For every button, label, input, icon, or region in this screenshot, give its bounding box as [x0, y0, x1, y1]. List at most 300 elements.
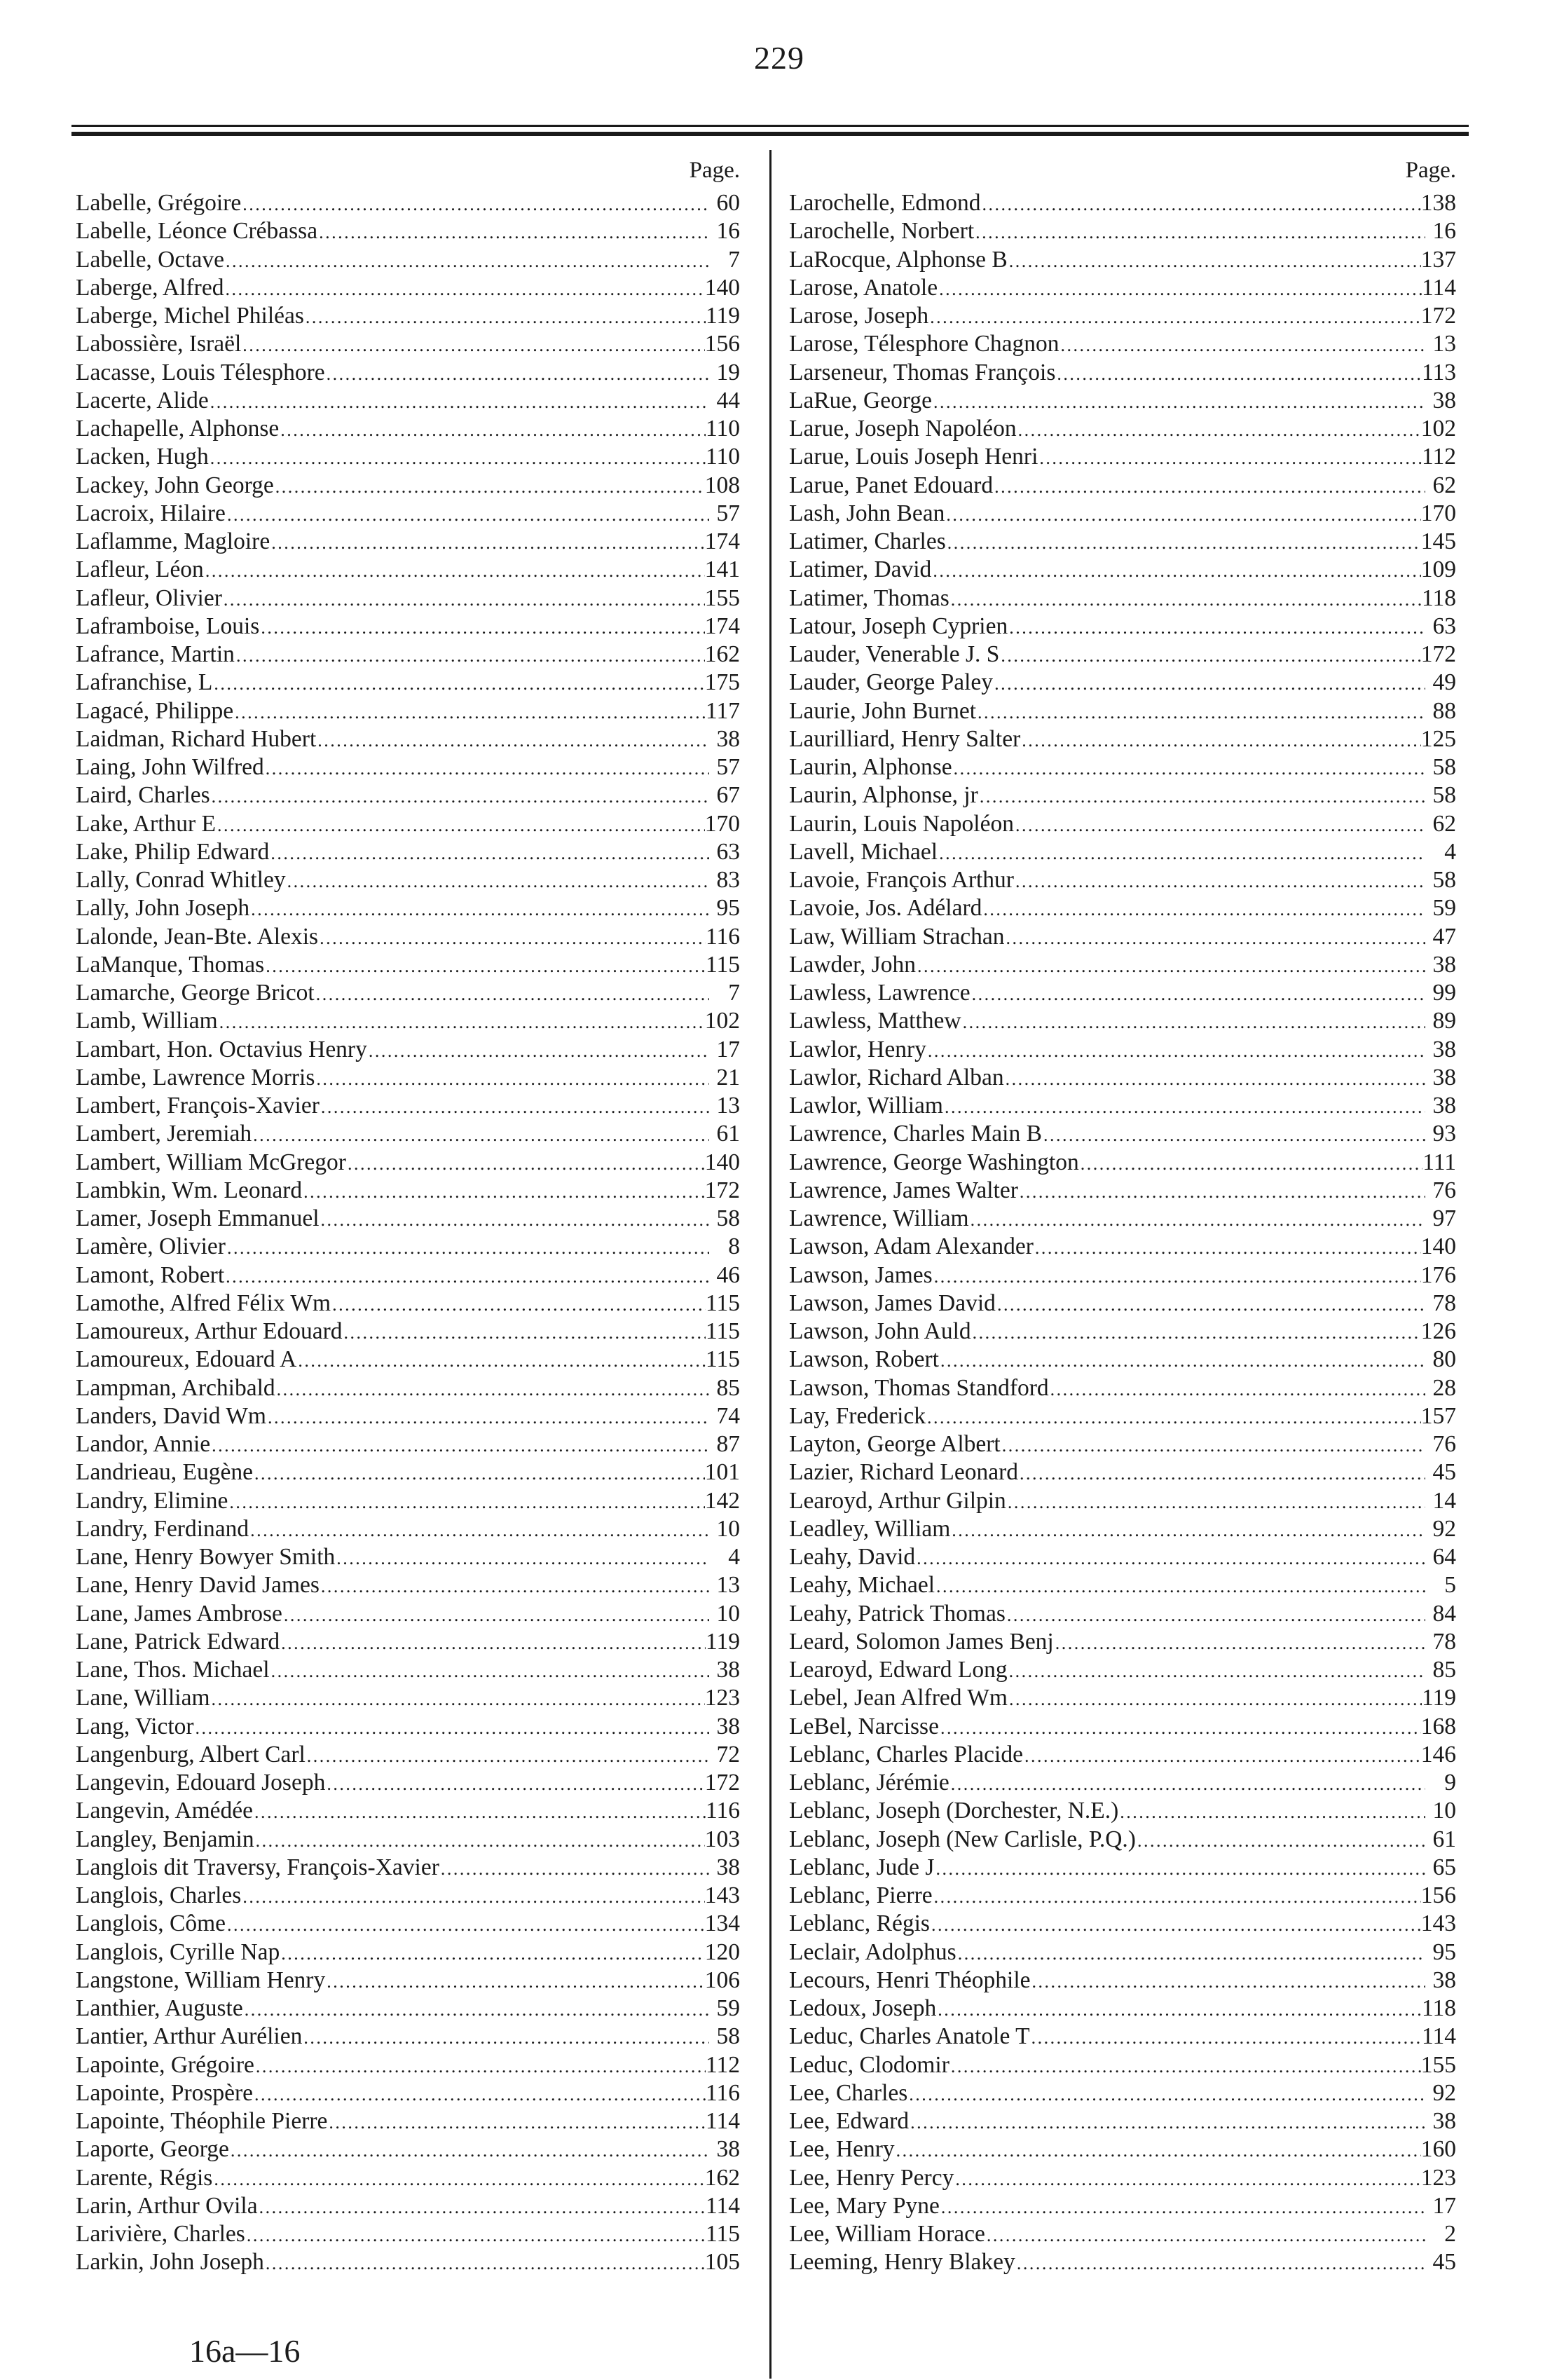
- entry-page: 19: [716, 359, 740, 385]
- dot-leader: [935, 1571, 1425, 1601]
- index-entry: [76, 584, 740, 613]
- index-entry: [789, 1007, 1456, 1035]
- dot-leader: [1049, 1374, 1425, 1404]
- entry-name: Larin, Arthur Ovila: [76, 2192, 258, 2219]
- dot-leader: [985, 2220, 1425, 2250]
- dot-leader: [282, 1600, 709, 1629]
- index-entry: [76, 781, 740, 809]
- index-entry: [76, 1995, 740, 2023]
- entry-name: Larue, Joseph Napoléon: [789, 416, 1017, 442]
- entry-page: 58: [1432, 782, 1456, 809]
- entry-name: Leclair, Adolphus: [789, 1938, 956, 1965]
- index-entry: [76, 1515, 740, 1543]
- index-entry: [789, 1741, 1456, 1769]
- index-entry: [789, 246, 1456, 274]
- entry-page: 83: [716, 867, 740, 893]
- entry-name: Learoyd, Arthur Gilpin: [789, 1487, 1006, 1514]
- dot-leader: [1015, 2248, 1425, 2278]
- entry-name: Larente, Régis: [76, 2164, 213, 2191]
- index-entry: [76, 979, 740, 1007]
- dot-leader: [315, 979, 709, 1008]
- index-entry: [76, 923, 740, 951]
- entry-name: Lawson, Thomas Standford: [789, 1374, 1049, 1401]
- index-entry: [76, 697, 740, 725]
- index-entry: [789, 2051, 1456, 2079]
- dot-leader: [226, 500, 709, 529]
- entry-page: 16: [716, 218, 740, 245]
- entry-page: 4: [728, 1544, 740, 1570]
- entry-page: 61: [1432, 1826, 1456, 1852]
- entry-page: 88: [1432, 697, 1456, 724]
- entry-page: 102: [704, 1008, 740, 1034]
- entry-name: Landers, David Wm: [76, 1402, 266, 1429]
- entry-page: 72: [716, 1741, 740, 1767]
- entry-page: 143: [704, 1882, 740, 1908]
- entry-name: Leduc, Clodomir: [789, 2051, 949, 2078]
- index-entry: [76, 2164, 740, 2192]
- index-entry: [76, 1290, 740, 1318]
- entry-page: 112: [705, 2051, 740, 2078]
- index-entry: [76, 1571, 740, 1599]
- index-entry: [789, 2135, 1456, 2163]
- index-entry: [76, 1967, 740, 1995]
- index-entry: [76, 1177, 740, 1205]
- entry-name: Lawson, Adam Alexander: [789, 1233, 1034, 1260]
- entry-page: 76: [1432, 1431, 1456, 1457]
- entry-page: 116: [705, 2079, 740, 2106]
- entry-page: 95: [716, 895, 740, 922]
- dot-leader: [895, 2135, 1421, 2165]
- dot-leader: [226, 1233, 709, 1262]
- index-entry: [789, 2079, 1456, 2107]
- entry-page: 110: [705, 444, 740, 470]
- entry-name: Leard, Solomon James Benj: [789, 1628, 1054, 1655]
- entry-name: Law, William Strachan: [789, 923, 1005, 950]
- index-entry: [76, 641, 740, 669]
- index-entry: [789, 923, 1456, 951]
- dot-leader: [320, 1205, 709, 1234]
- dot-leader: [258, 2192, 706, 2222]
- entry-page: 64: [1432, 1544, 1456, 1570]
- index-entry: [789, 1628, 1456, 1656]
- index-entry: [76, 1120, 740, 1148]
- index-entry: [789, 1797, 1456, 1825]
- entry-page: 142: [704, 1487, 740, 1514]
- index-entry: [76, 330, 740, 358]
- index-entry: [76, 866, 740, 894]
- entry-page: 114: [705, 2108, 740, 2134]
- index-entry: [789, 2192, 1456, 2220]
- entry-page: 38: [716, 1713, 740, 1739]
- entry-page: 108: [704, 472, 740, 498]
- dot-leader: [245, 2220, 706, 2250]
- entry-name: Lawlor, William: [789, 1093, 943, 1119]
- index-entry: [789, 1995, 1456, 2023]
- dot-leader: [932, 387, 1425, 416]
- index-entry: [76, 359, 740, 387]
- dot-leader: [1008, 246, 1421, 275]
- dot-leader: [241, 1882, 704, 1911]
- entry-page: 119: [705, 1628, 740, 1655]
- entry-page: 7: [728, 980, 740, 1006]
- dot-leader: [296, 1346, 706, 1375]
- dot-leader: [325, 359, 709, 388]
- index-entry: [789, 1036, 1456, 1064]
- dot-leader: [241, 189, 709, 219]
- index-entry: [76, 1487, 740, 1515]
- entry-name: Lawson, James David: [789, 1290, 996, 1316]
- index-entry: [789, 894, 1456, 922]
- entry-page: 118: [1421, 584, 1456, 611]
- entry-page: 74: [716, 1402, 740, 1429]
- entry-name: Lawless, Lawrence: [789, 980, 971, 1006]
- entry-page: 123: [1420, 2164, 1456, 2191]
- dot-leader: [209, 387, 709, 416]
- dot-leader: [210, 1430, 709, 1460]
- entry-page: 176: [1420, 1261, 1456, 1288]
- dot-leader: [1004, 1064, 1425, 1093]
- entry-name: Landry, Elimine: [76, 1487, 228, 1514]
- index-entry: [76, 1882, 740, 1910]
- entry-name: Langley, Benjamin: [76, 1826, 254, 1852]
- index-entry: [789, 1318, 1456, 1346]
- dot-leader: [949, 1769, 1425, 1798]
- index-entry: [76, 1402, 740, 1430]
- dot-leader: [1017, 415, 1421, 444]
- dot-leader: [270, 528, 705, 557]
- entry-name: Lambkin, Wm. Leonard: [76, 1177, 303, 1203]
- entry-page: 58: [716, 2023, 740, 2050]
- entry-page: 115: [705, 1318, 740, 1344]
- dot-leader: [946, 528, 1421, 557]
- entry-page: 162: [704, 2164, 740, 2191]
- dot-leader: [306, 1741, 709, 1770]
- entry-name: Lacroix, Hilaire: [76, 500, 226, 526]
- index-entry: [789, 1064, 1456, 1092]
- dot-leader: [254, 1826, 705, 1855]
- dot-leader: [229, 2135, 709, 2165]
- dot-leader: [264, 2248, 705, 2278]
- entry-name: Larue, Louis Joseph Henri: [789, 444, 1038, 470]
- index-entry: [76, 613, 740, 641]
- entry-name: Laurin, Alphonse, jr: [789, 782, 978, 809]
- entry-name: Lake, Philip Edward: [76, 838, 270, 865]
- entry-name: Lapointe, Grégoire: [76, 2051, 254, 2078]
- entry-name: Lash, John Bean: [789, 500, 945, 526]
- entry-name: Laurie, John Burnet: [789, 697, 977, 724]
- index-entry: [789, 387, 1456, 415]
- entry-name: Lacerte, Alide: [76, 387, 209, 413]
- entry-name: Lang, Victor: [76, 1713, 194, 1739]
- index-entry: [76, 1346, 740, 1374]
- index-entry: [789, 1543, 1456, 1571]
- entry-name: Laidman, Richard Hubert: [76, 725, 317, 752]
- entry-name: Lacken, Hugh: [76, 444, 209, 470]
- index-entry: [789, 1290, 1456, 1318]
- dot-leader: [1018, 1458, 1425, 1488]
- index-entry: [76, 1318, 740, 1346]
- entry-page: 62: [1432, 472, 1456, 498]
- dot-leader: [971, 1318, 1421, 1347]
- entry-name: Lawrence, James Walter: [789, 1177, 1018, 1203]
- index-entry: [789, 1967, 1456, 1995]
- entry-name: Lamer, Joseph Emmanuel: [76, 1205, 320, 1231]
- index-entry: [789, 1854, 1456, 1882]
- entry-name: Lee, Edward: [789, 2108, 910, 2134]
- entry-name: Laurin, Louis Napoléon: [789, 810, 1014, 837]
- entry-page: 38: [716, 1657, 740, 1683]
- dot-leader: [1014, 810, 1425, 840]
- dot-leader: [222, 584, 705, 614]
- index-entry: [789, 2164, 1456, 2192]
- dot-leader: [916, 951, 1425, 980]
- index-entry: [789, 1149, 1456, 1177]
- dot-leader: [938, 274, 1422, 303]
- entry-name: Lawless, Matthew: [789, 1008, 961, 1034]
- dot-leader: [302, 2023, 709, 2052]
- entry-name: Laporte, George: [76, 2136, 229, 2163]
- entry-list-right: [789, 189, 1456, 2277]
- entry-page: 58: [1432, 867, 1456, 893]
- entry-name: Lane, Henry Bowyer Smith: [76, 1544, 336, 1570]
- index-entry: [789, 584, 1456, 613]
- dot-leader: [254, 2051, 706, 2081]
- dot-leader: [270, 1656, 709, 1685]
- dot-leader: [286, 866, 709, 896]
- entry-name: Larose, Joseph: [789, 303, 929, 329]
- entry-name: Leduc, Charles Anatole T: [789, 2023, 1030, 2050]
- entry-name: Lafleur, Léon: [76, 556, 204, 583]
- entry-page: 110: [705, 416, 740, 442]
- entry-page: 60: [716, 190, 740, 216]
- index-entry: [789, 472, 1456, 500]
- entry-page: 118: [1421, 1995, 1456, 2021]
- entry-name: Labelle, Léonce Crébassa: [76, 218, 318, 245]
- entry-name: Leblanc, Pierre: [789, 1882, 933, 1908]
- index-entry: [76, 838, 740, 866]
- entry-page: 57: [716, 500, 740, 526]
- dot-leader: [974, 217, 1425, 247]
- index-entry: [789, 1826, 1456, 1854]
- entry-name: Lagacé, Philippe: [76, 697, 234, 724]
- entry-name: Lawder, John: [789, 951, 916, 978]
- index-entry: [76, 556, 740, 584]
- dot-leader: [226, 1910, 705, 1939]
- dot-leader: [956, 1938, 1425, 1968]
- index-entry: [76, 2107, 740, 2135]
- entry-page: 65: [1432, 1854, 1456, 1880]
- entry-page: 92: [1432, 1515, 1456, 1542]
- column-header-page: Page.: [1405, 158, 1456, 183]
- entry-name: Laberge, Michel Philéas: [76, 303, 304, 329]
- index-entry: [789, 189, 1456, 217]
- entry-name: Larochelle, Edmond: [789, 190, 981, 216]
- index-entry: [76, 189, 740, 217]
- entry-name: Landry, Ferdinand: [76, 1515, 249, 1542]
- index-entry: [789, 1233, 1456, 1261]
- entry-page: 63: [1432, 613, 1456, 639]
- entry-name: Larseneur, Thomas François: [789, 359, 1056, 385]
- index-entry: [789, 274, 1456, 302]
- entry-page: 93: [1432, 1121, 1456, 1147]
- index-entry: [789, 1430, 1456, 1458]
- entry-name: Laing, John Wilfred: [76, 754, 264, 780]
- dot-leader: [280, 1938, 705, 1968]
- entry-name: Lally, John Joseph: [76, 895, 250, 922]
- entry-name: Lamère, Olivier: [76, 1233, 226, 1260]
- dot-leader: [1031, 1967, 1425, 1996]
- entry-page: 58: [716, 1205, 740, 1231]
- entry-page: 7: [728, 246, 740, 273]
- entry-page: 120: [704, 1938, 740, 1965]
- dot-leader: [1001, 1430, 1425, 1460]
- entry-page: 38: [1432, 1036, 1456, 1062]
- entry-name: Langstone, William Henry: [76, 1967, 326, 1993]
- entry-page: 59: [716, 1995, 740, 2021]
- entry-name: Langlois, Côme: [76, 1910, 226, 1937]
- index-entry: [76, 1656, 740, 1684]
- index-entry: [789, 217, 1456, 245]
- entry-name: Larue, Panet Edouard: [789, 472, 994, 498]
- entry-page: 170: [1420, 500, 1456, 526]
- index-entry: [76, 1233, 740, 1261]
- index-entry: [789, 838, 1456, 866]
- index-entry: [789, 1769, 1456, 1797]
- dot-leader: [316, 725, 709, 755]
- index-entry: [76, 2220, 740, 2248]
- entry-page: 38: [1432, 387, 1456, 413]
- entry-name: Lantier, Arthur Aurélien: [76, 2023, 303, 2050]
- dot-leader: [949, 2051, 1421, 2081]
- entry-name: Leahy, Patrick Thomas: [789, 1600, 1006, 1627]
- index-entry: [789, 1092, 1456, 1120]
- dot-leader: [1020, 725, 1421, 755]
- index-entry: [76, 528, 740, 556]
- index-entry: [789, 1882, 1456, 1910]
- index-entry: [789, 1205, 1456, 1233]
- entry-page: 174: [704, 613, 740, 639]
- entry-page: 116: [705, 923, 740, 950]
- index-entry: [76, 2023, 740, 2051]
- dot-leader: [1014, 866, 1425, 896]
- index-entry: [76, 1741, 740, 1769]
- entry-page: 5: [1444, 1572, 1456, 1599]
- index-entry: [789, 1910, 1456, 1938]
- dot-leader: [993, 669, 1425, 698]
- index-entry: [76, 2135, 740, 2163]
- entry-name: Lampman, Archibald: [76, 1374, 275, 1401]
- entry-page: 160: [1420, 2136, 1456, 2163]
- entry-name: Layton, George Albert: [789, 1431, 1001, 1457]
- dot-leader: [949, 584, 1422, 614]
- dot-leader: [1034, 1233, 1421, 1262]
- dot-leader: [939, 1346, 1425, 1375]
- entry-page: 146: [1420, 1741, 1456, 1767]
- index-entry: [789, 1346, 1456, 1374]
- entry-page: 168: [1420, 1713, 1456, 1739]
- dot-leader: [224, 246, 709, 275]
- entry-name: Lawson, Robert: [789, 1346, 939, 1373]
- entry-name: Larkin, John Joseph: [76, 2249, 264, 2276]
- entry-name: Lapointe, Prospère: [76, 2079, 254, 2106]
- index-column-left: [76, 151, 740, 2277]
- entry-name: Lamothe, Alfred Félix Wm: [76, 1290, 331, 1316]
- entry-name: Lane, Thos. Michael: [76, 1657, 270, 1683]
- index-entry: [76, 1430, 740, 1458]
- entry-page: 162: [704, 641, 740, 667]
- index-entry: [76, 387, 740, 415]
- dot-leader: [1054, 1628, 1425, 1657]
- entry-name: Lavoie, François Arthur: [789, 867, 1014, 893]
- entry-name: Larose, Télesphore Chagnon: [789, 331, 1059, 357]
- index-entry: [789, 781, 1456, 809]
- index-entry: [76, 1007, 740, 1035]
- entry-name: Laframboise, Louis: [76, 613, 260, 639]
- entry-page: 9: [1444, 1770, 1456, 1796]
- index-entry: [789, 1571, 1456, 1599]
- dot-leader: [269, 838, 709, 868]
- entry-page: 126: [1420, 1318, 1456, 1344]
- dot-leader: [1005, 923, 1425, 952]
- index-entry: [789, 2107, 1456, 2135]
- entry-page: 174: [704, 528, 740, 554]
- entry-page: 67: [716, 782, 740, 809]
- dot-leader: [274, 472, 705, 501]
- entry-name: Lawson, James: [789, 1261, 933, 1288]
- entry-list-left: [76, 189, 740, 2277]
- page-number: 229: [754, 40, 804, 76]
- dot-leader: [218, 1007, 705, 1037]
- entry-name: LaRocque, Alphonse B: [789, 246, 1008, 273]
- dot-leader: [253, 1797, 706, 1826]
- entry-name: Lebel, Jean Alfred Wm: [789, 1685, 1008, 1711]
- dot-leader: [302, 1177, 705, 1206]
- dot-leader: [320, 1092, 709, 1121]
- dot-leader: [1055, 359, 1422, 388]
- index-entry: [76, 443, 740, 471]
- entry-page: 4: [1444, 838, 1456, 865]
- entry-name: Lanthier, Auguste: [76, 1995, 243, 2021]
- entry-name: Langlois, Charles: [76, 1882, 242, 1908]
- index-entry: [76, 2079, 740, 2107]
- index-entry: [76, 753, 740, 781]
- entry-name: Larivière, Charles: [76, 2221, 245, 2247]
- entry-page: 38: [1432, 1064, 1456, 1090]
- entry-page: 21: [716, 1064, 740, 1090]
- index-entry: [76, 951, 740, 979]
- entry-name: Labelle, Octave: [76, 246, 225, 273]
- index-entry: [789, 753, 1456, 781]
- entry-page: 95: [1432, 1938, 1456, 1965]
- entry-name: Lane, Patrick Edward: [76, 1628, 280, 1655]
- dot-leader: [325, 1967, 705, 1996]
- index-entry: [76, 1205, 740, 1233]
- index-entry: [789, 951, 1456, 979]
- index-entry: [789, 500, 1456, 528]
- entry-name: Leeming, Henry Blakey: [789, 2249, 1015, 2276]
- entry-page: 16: [1432, 218, 1456, 245]
- dot-leader: [335, 1543, 709, 1573]
- entry-page: 80: [1432, 1346, 1456, 1373]
- index-entry: [76, 246, 740, 274]
- entry-name: Latimer, David: [789, 556, 932, 583]
- entry-page: 114: [1421, 274, 1456, 301]
- entry-name: Lawrence, Charles Main B: [789, 1121, 1042, 1147]
- entry-page: 62: [1432, 810, 1456, 837]
- entry-name: Laurilliard, Henry Salter: [789, 725, 1021, 752]
- dot-leader: [954, 2164, 1420, 2194]
- header-rule-top: [71, 125, 1469, 127]
